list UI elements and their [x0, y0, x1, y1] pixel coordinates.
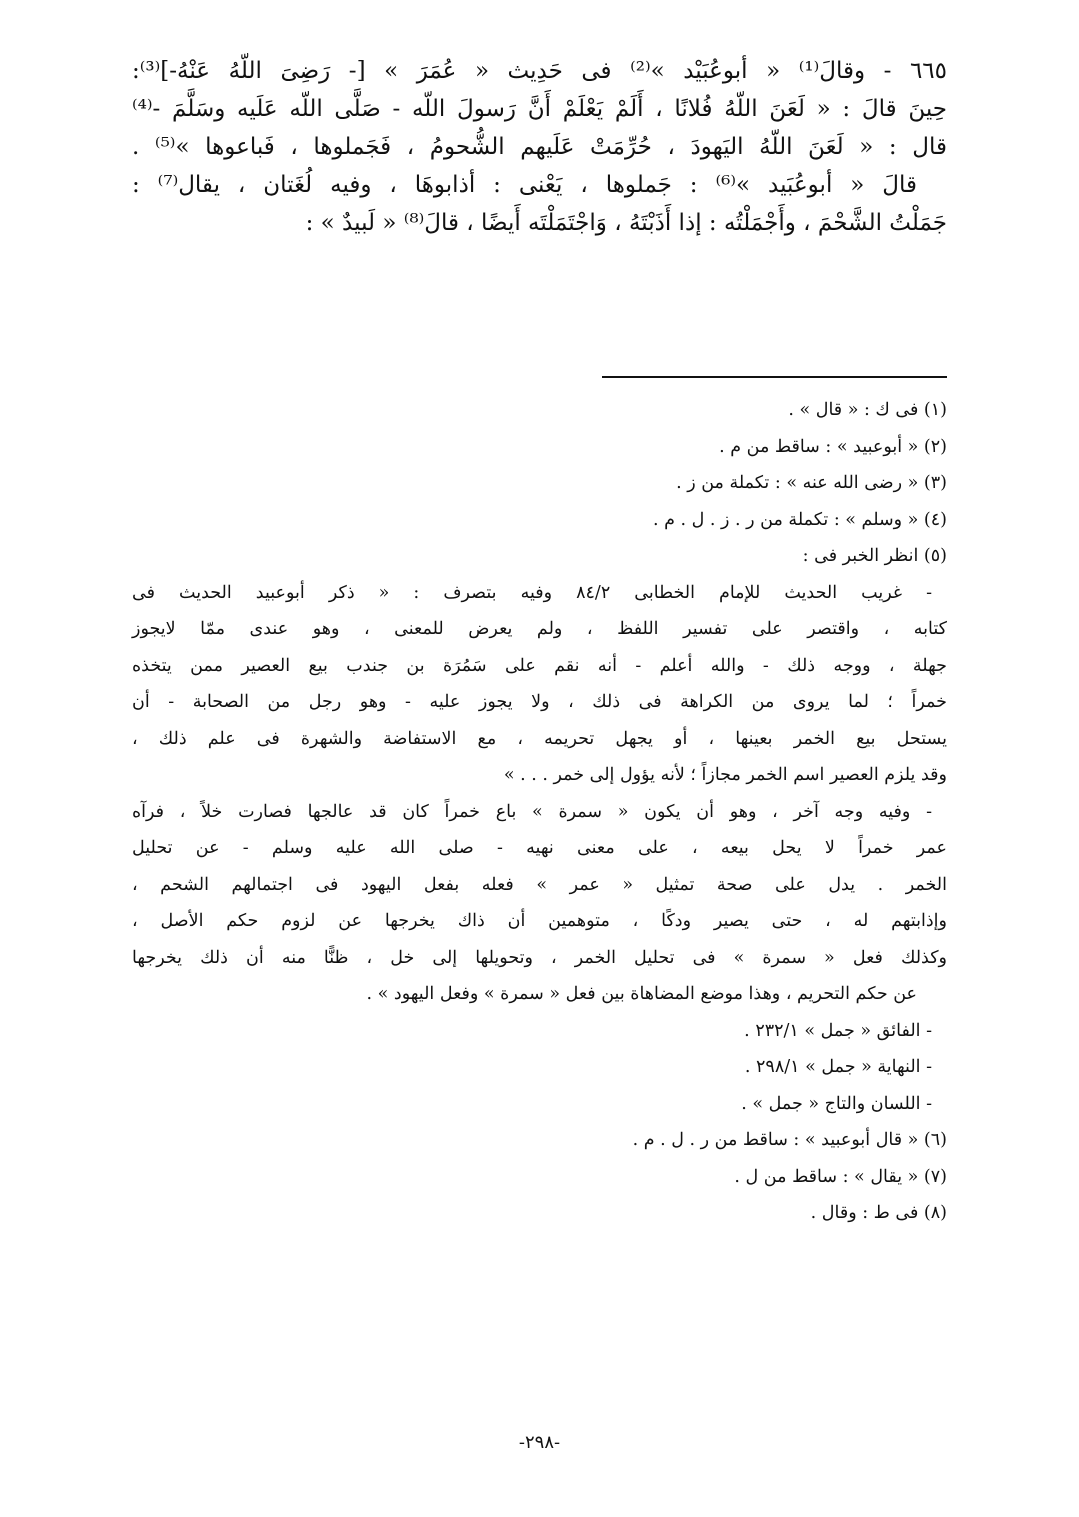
footnote: (٦) « قال أبوعبيد » : ساقط من ر . ل . م . [632, 1130, 947, 1150]
footnote: (٨) فى ط : وقال . [810, 1203, 947, 1223]
footnote-sub-line: وكذلك فعل « سمرة » فى تحليل الخمر ، وتحويلها إلى خل ، ظنًّا منه أن ذلك يخرجها [132, 947, 947, 968]
main-line: ٦٦٥ - وقالَ⁽¹⁾ « أبوعُبَيْد »⁽²⁾ فى حَدِيث « عُمَرَ » [- رَضِىَ اللّهُ عَنْهُ-]⁽³⁾: [132, 58, 947, 84]
footnote-separator [602, 376, 947, 378]
main-line: قال : « لَعَنَ اللّهُ اليَهودَ ، حُرِّمَتْ عَلَيهم الشُّحومُ ، فَجَملوها ، فَباعوها »⁽⁵⁾ . [132, 134, 947, 160]
footnote-sub-line: عمر خمراً لا يحل بيعه ، على معنى نهيه - صلى الله عليه وسلم - عن تحليل [132, 838, 947, 858]
footnote: (٤) « وسلم » : تكملة من ر . ز . ل . م . [652, 509, 947, 530]
footnote: (٢) « أبوعبيد » : ساقط من م . [719, 436, 947, 457]
footnote-sub-line: الخمر . يدل على صحة تمثيل « عمر » فعله بفعل اليهود فى اجتمالهم الشحم ، [132, 874, 947, 895]
footnote-source: - الفائق « جمل » ٢٣٢/١ . [744, 1020, 932, 1041]
main-line: جَمَلْتُ الشَّحْمَ ، وأَجْمَلْتُه : إذا أَذَبْتَهُ ، وَاجْتَمَلْتَه أَيضًا ، قالَ⁽⁸⁾ « لَبيدٌ » : [305, 210, 947, 236]
footnote-sub-line: يستحل بيع الخمر بعينها ، أو يجهل تحريمه ، مع الاستفاضة والشهرة فى علم ذلك ، [132, 728, 947, 749]
footnote-sub-line: جهلة ، ووجه ذلك - والله أعلم - أنه نقم على سَمُرَة بن جندب بيع العصير ممن يتخذه [132, 655, 947, 676]
footnote-sub-line: - وفيه وجه آخر ، وهو أن يكون « سمرة » باع خمراً كان قد عالجها فصارت خلاً ، فرآه [132, 801, 932, 822]
footnote-source: - اللسان والتاج « جمل » . [741, 1093, 932, 1114]
page-number: -٢٩٨- [518, 1432, 561, 1453]
footnote-sub-line: كتابه ، واقتصر على تفسير اللفظ ، ولم يعرض للمعنى ، وهو عندى ممّا لايجوز [132, 619, 947, 639]
footnote-sub-line: وقد يلزم العصير اسم الخمر مجازاً ؛ لأنه يؤول إلى خمر . . . » [503, 765, 947, 785]
main-line: قالَ « أبوعُبَيد »⁽⁶⁾ : جَملوها ، يَعْنى : أذابوهَا ، وفيه لُغَتان ، يقال⁽⁷⁾ : [132, 172, 917, 198]
footnote-source: - النهاية « جمل » ٢٩٨/١ . [744, 1057, 932, 1077]
footnote: (٥) انظر الخبر فى : [802, 546, 947, 566]
footnote: (١) فى ك : « قال » . [788, 400, 947, 420]
footnote: (٧) « يقال » : ساقط من ل . [734, 1166, 947, 1187]
footnote-sub-line: خمراً ؛ لما يروى من الكراهة فى ذلك ، ولا يجوز عليه - وهو رجل من الصحابة - أن [132, 692, 947, 712]
footnote: (٣) « رضى الله عنه » : تكملة من ز . [676, 473, 947, 493]
main-line: حِينَ قالَ : « لَعَنَ اللّهُ فُلانًا ، أَلَمْ يَعْلَمْ أَنَّ رَسولَ اللّه - صَلَّى اللّه عَلَيه وسَلَّمَ -⁽⁴⁾ [132, 96, 947, 122]
footnote-sub-line: عن حكم التحريم ، وهذا موضع المضاهاة بين فعل « سمرة » وفعل اليهود » . [366, 984, 917, 1004]
footnote-sub-line: - غريب الحديث للإمام الخطابى ٨٤/٢ وفيه بتصرف : « ذكر أبوعبيد الحديث فى [132, 582, 932, 603]
footnotes [132, 392, 947, 1232]
footnote-sub-line: وإذابتهم له ، حتى يصير ودكًا ، متوهمين أن ذاك يخرجها عن لزوم حكم الأصل ، [132, 911, 947, 931]
main-text [132, 52, 947, 242]
